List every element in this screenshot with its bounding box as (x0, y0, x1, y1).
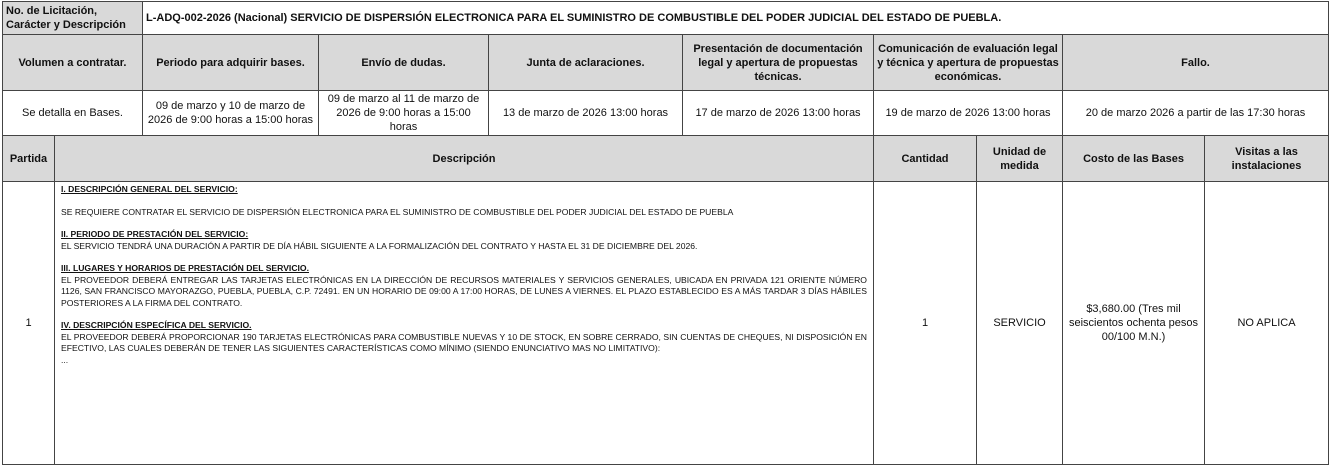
tender-table (2, 1, 1329, 465)
desc-section-title: II. PERIODO DE PRESTACIÓN DEL SERVICIO: (61, 229, 249, 239)
items-header-row (3, 136, 1329, 182)
item-visitas: NO APLICA (1205, 182, 1329, 465)
header-presentacion-propuestas: Presentación de documentación legal y apertura de propuestas técnicas. (683, 35, 874, 91)
desc-section-body: EL SERVICIO TENDRÁ UNA DURACIÓN A PARTIR DE DÍA HÁBIL SIGUIENTE A LA FORMALIZACIÓN DEL CONTRATO Y HASTA EL 31 DE DICIEMBRE DEL 2026. (61, 240, 698, 251)
header-unidad-medida: Unidad de medida (977, 136, 1063, 182)
desc-section-3 (61, 229, 867, 252)
item-row (3, 182, 1329, 465)
value-presentacion-propuestas: 17 de marzo de 2026 13:00 horas (683, 91, 874, 136)
header-junta-aclaraciones: Junta de aclaraciones. (489, 35, 683, 91)
desc-section-5 (61, 320, 867, 366)
desc-section-title: I. DESCRIPCIÓN GENERAL DEL SERVICIO: (61, 184, 238, 194)
header-cantidad: Cantidad (874, 136, 977, 182)
value-fallo: 20 de marzo 2026 a partir de las 17:30 horas (1063, 91, 1329, 136)
value-envio-dudas: 09 de marzo al 11 de marzo de 2026 de 9:00 horas a 15:00 horas (319, 91, 489, 136)
header-visitas: Visitas a las instalaciones (1205, 136, 1329, 182)
header-volumen: Volumen a contratar. (3, 35, 143, 91)
schedule-values-row (3, 91, 1329, 136)
header-periodo-bases: Periodo para adquirir bases. (143, 35, 319, 91)
header-partida: Partida (3, 136, 55, 182)
licitacion-value: L-ADQ-002-2026 (Nacional) SERVICIO DE DISPERSIÓN ELECTRONICA PARA EL SUMINISTRO DE COMBUSTIBLE DEL PODER JUDICIAL DEL ESTADO DE PUEBLA. (143, 2, 1329, 35)
item-unidad-medida: SERVICIO (977, 182, 1063, 465)
header-envio-dudas: Envío de dudas. (319, 35, 489, 91)
desc-section-4 (61, 263, 867, 309)
desc-section-2 (61, 207, 867, 219)
header-comunicacion-evaluacion: Comunicación de evaluación legal y técnica y apertura de propuestas económicas. (874, 35, 1063, 91)
item-cantidad: 1 (874, 182, 977, 465)
header-fallo: Fallo. (1063, 35, 1329, 91)
desc-section-title: IV. DESCRIPCIÓN ESPECÍFICA DEL SERVICIO. (61, 320, 252, 330)
item-descripcion (55, 182, 874, 465)
item-costo-bases: $3,680.00 (Tres mil seiscientos ochenta pesos 00/100 M.N.) (1063, 182, 1205, 465)
schedule-header-row (3, 35, 1329, 91)
value-junta-aclaraciones: 13 de marzo de 2026 13:00 horas (489, 91, 683, 136)
header-costo-bases: Costo de las Bases (1063, 136, 1205, 182)
licitacion-label: No. de Licitación, Carácter y Descripción (3, 2, 143, 35)
item-partida: 1 (3, 182, 55, 465)
licitacion-row (3, 2, 1329, 35)
header-descripcion: Descripción (55, 136, 874, 182)
desc-section-body: SE REQUIERE CONTRATAR EL SERVICIO DE DISPERSIÓN ELECTRONICA PARA EL SUMINISTRO DE COMBUSTIBLE DEL PODER JUDICIAL DEL ESTADO DE PUEBLA (61, 206, 734, 217)
value-periodo-bases: 09 de marzo y 10 de marzo de 2026 de 9:00 horas a 15:00 horas (143, 91, 319, 136)
desc-ellipsis: ... (61, 354, 69, 365)
desc-section-1 (61, 184, 867, 196)
desc-section-body: EL PROVEEDOR DEBERÁ ENTREGAR LAS TARJETAS ELECTRÓNICAS EN LA DIRECCIÓN DE RECURSOS MATERIALES Y SERVICIOS GENERALES, UBICADA EN PRIVADA 121 ORIENTE NÚMERO 1126, SAN FRANCISCO MAYORAZGO, PUEBLA, PUEBLA, C.P. 72491. EN UN HORARIO DE 09:00 A 17:00 HORAS, DE LUNES A VIERNES. EL PLAZO ESTABLECIDO ES A MÁS TARDAR 3 DÍAS HÁBILES POSTERIORES A LA FIRMA DEL CONTRATO. (61, 274, 867, 308)
desc-section-body: EL PROVEEDOR DEBERÁ PROPORCIONAR 190 TARJETAS ELECTRÓNICAS PARA COMBUSTIBLE NUEVAS Y 10 DE STOCK, EN SOBRE CERRADO, SIN CUENTAS DE CHEQUES, NI DISPOSICIÓN EN EFECTIVO, LAS CUALES DEBERÁN DE TENER LAS SIGUIENTES CARACTERÍSTICAS COMO MÍNIMO (SIENDO ENUNCIATIVO MAS NO LIMITATIVO): (61, 331, 867, 353)
value-comunicacion-evaluacion: 19 de marzo de 2026 13:00 horas (874, 91, 1063, 136)
value-volumen: Se detalla en Bases. (3, 91, 143, 136)
desc-section-title: III. LUGARES Y HORARIOS DE PRESTACIÓN DEL SERVICIO. (61, 263, 309, 273)
